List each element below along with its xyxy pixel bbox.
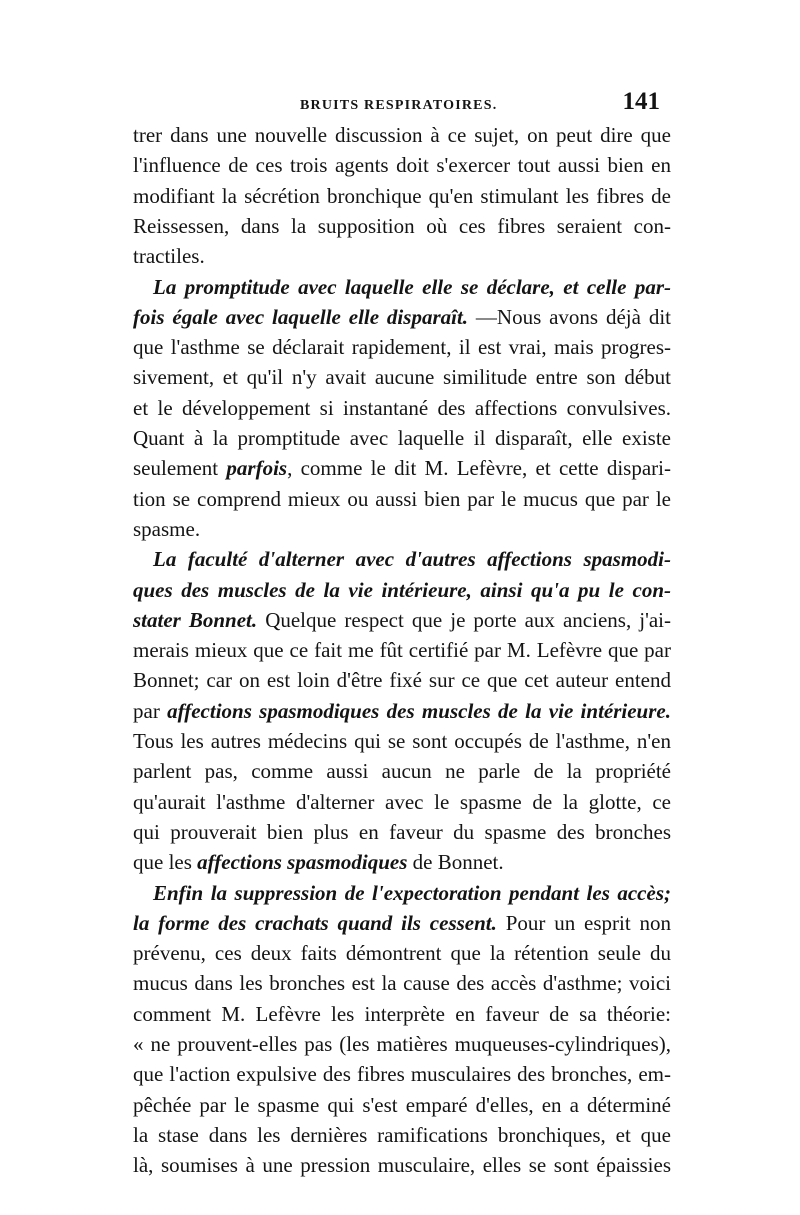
- text-line: Bonnet; car on est loin d'être fixé sur ce que cet auteur entend: [133, 668, 671, 693]
- text-line: fois égale avec laquelle elle disparaît. —Nous avons déjà dit: [133, 304, 671, 329]
- text-line: Tous les autres médecins qui se sont occupés de l'asthme, n'en: [133, 729, 671, 753]
- text-line: la forme des crachats quand ils cessent. Pour un esprit non: [133, 910, 672, 935]
- text-line: prévenu, ces deux faits démontrent que la rétention seule du: [133, 941, 671, 966]
- text-line: tractiles.: [133, 244, 205, 269]
- text-line: tion se comprend mieux ou aussi bien par le mucus que par le: [133, 486, 671, 511]
- text-line: mucus dans les bronches est la cause des accès d'asthme; voici: [133, 971, 671, 996]
- text-line: Enfin la suppression de l'expectoration pendant les accès;: [153, 880, 671, 905]
- text-line: pêchée par le spasme qui s'est emparé d'elles, en a déterminé: [133, 1092, 671, 1117]
- text-line: et le développement si instantané des affections convulsives.: [133, 395, 671, 420]
- text-line: par affections spasmodiques des muscles de la vie intérieure.: [133, 698, 671, 723]
- text-line: comment M. Lefèvre les interprète en faveur de sa théorie:: [133, 1001, 671, 1026]
- text-line: que l'action expulsive des fibres musculaires des bronches, em-: [133, 1062, 671, 1087]
- running-header: BRUITS RESPIRATOIRES.: [300, 98, 498, 113]
- text-line: ques des muscles de la vie intérieure, ainsi qu'a pu le con-: [133, 577, 671, 602]
- page-number: 141: [622, 88, 660, 115]
- text-line: La promptitude avec laquelle elle se déclare, et celle par-: [153, 274, 671, 299]
- text-line: qui prouverait bien plus en faveur du spasme des bronches: [133, 819, 671, 844]
- text-line: l'influence de ces trois agents doit s'exercer tout aussi bien en: [133, 153, 671, 178]
- text-line: la stase dans les dernières ramifications bronchiques, et que: [133, 1122, 671, 1147]
- text-line: modifiant la sécrétion bronchique qu'en stimulant les fibres de: [133, 183, 671, 208]
- text-line: parlent pas, comme aussi aucun ne parle de la propriété: [133, 759, 671, 784]
- text-line: spasme.: [133, 516, 201, 541]
- text-line: stater Bonnet. Quelque respect que je porte aux anciens, j'ai-: [133, 607, 671, 632]
- text-line: là, soumises à une pression musculaire, elles se sont épaissies: [133, 1153, 671, 1178]
- text-line: merais mieux que ce fait me fût certifié par M. Lefèvre que par: [133, 638, 671, 663]
- text-line: seulement parfois, comme le dit M. Lefèvre, et cette dispari-: [133, 456, 671, 481]
- text-line: Reissessen, dans la supposition où ces fibres seraient con-: [133, 213, 671, 238]
- text-line: Quant à la promptitude avec laquelle il disparaît, elle existe: [133, 426, 671, 450]
- text-line: sivement, et qu'il n'y avait aucune similitude entre son début: [133, 365, 671, 390]
- text-line: trer dans une nouvelle discussion à ce sujet, on peut dire que: [133, 123, 671, 147]
- text-line: que l'asthme se déclarait rapidement, il est vrai, mais progres-: [133, 335, 671, 360]
- text-line: qu'aurait l'asthme d'alterner avec le spasme de la glotte, ce: [133, 789, 671, 814]
- text-line: La faculté d'alterner avec d'autres affections spasmodi-: [153, 547, 671, 572]
- text-line: « ne prouvent-elles pas (les matières muqueuses-cylindriques),: [133, 1032, 671, 1056]
- text-line: que les affections spasmodiques de Bonnet.: [133, 850, 504, 875]
